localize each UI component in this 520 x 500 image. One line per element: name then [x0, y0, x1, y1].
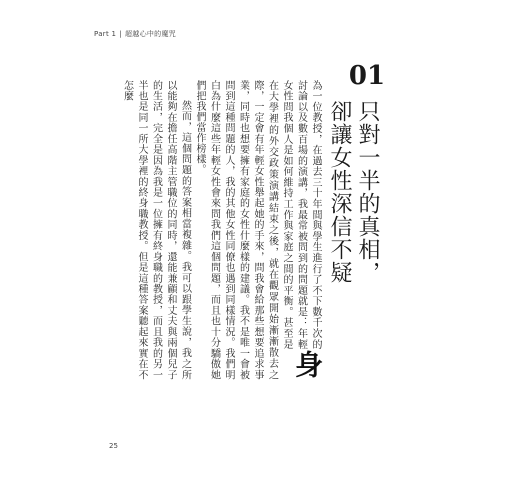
page-number: 25 [109, 442, 118, 450]
running-header [94, 29, 176, 39]
drop-cap: 身 [291, 349, 324, 378]
section-title: 超越心中的魔咒 [124, 30, 177, 38]
body-paragraph-1 [192, 80, 323, 380]
part-label: Part 1 [94, 30, 117, 38]
body-paragraph-2: 然而，這個問題的答案相當複雜。我可以跟學生說，我之所以能夠在擔任高階主管職位的同時，還能兼顧和丈夫與兩個兒子的生活，完全是因為我是一位擁有終身職的教授，而且我的另一半也是同一所大學裡的終身職教授。但是這種答案聽起來實在不怎麼 [121, 80, 191, 380]
body-text [119, 80, 322, 380]
chapter-title-line-1: 只對一半的真相， [355, 100, 380, 284]
body-paragraph-1-text: 為一位教授，在過去三十年間與學生進行了不下數千次的討論以及數百場的演講，我最常被問到的問題就是：年輕女性問我個人是如何維持工作與家庭之間的平衡。甚至是在大學裡的外交政策演講結束之後，就在觀眾開始漸漸散去之際，一定會有年輕女性舉起她的手來，問我會給那些想要追求事業，同時也想要擁有家庭的女性什麼樣的建議。我不是唯一會被問到這種問題的人，我的其他女性同僚也遇到同樣情況。我們明白為什麼這些年輕女性會來問我們這個問題，而且也十分驕傲她們把我們當作榜樣。 [194, 80, 321, 380]
chapter-number: 01 [348, 61, 386, 91]
chapter-title-line-2: 卻讓女性深信不疑 [327, 100, 352, 284]
header-separator: | [119, 30, 122, 38]
